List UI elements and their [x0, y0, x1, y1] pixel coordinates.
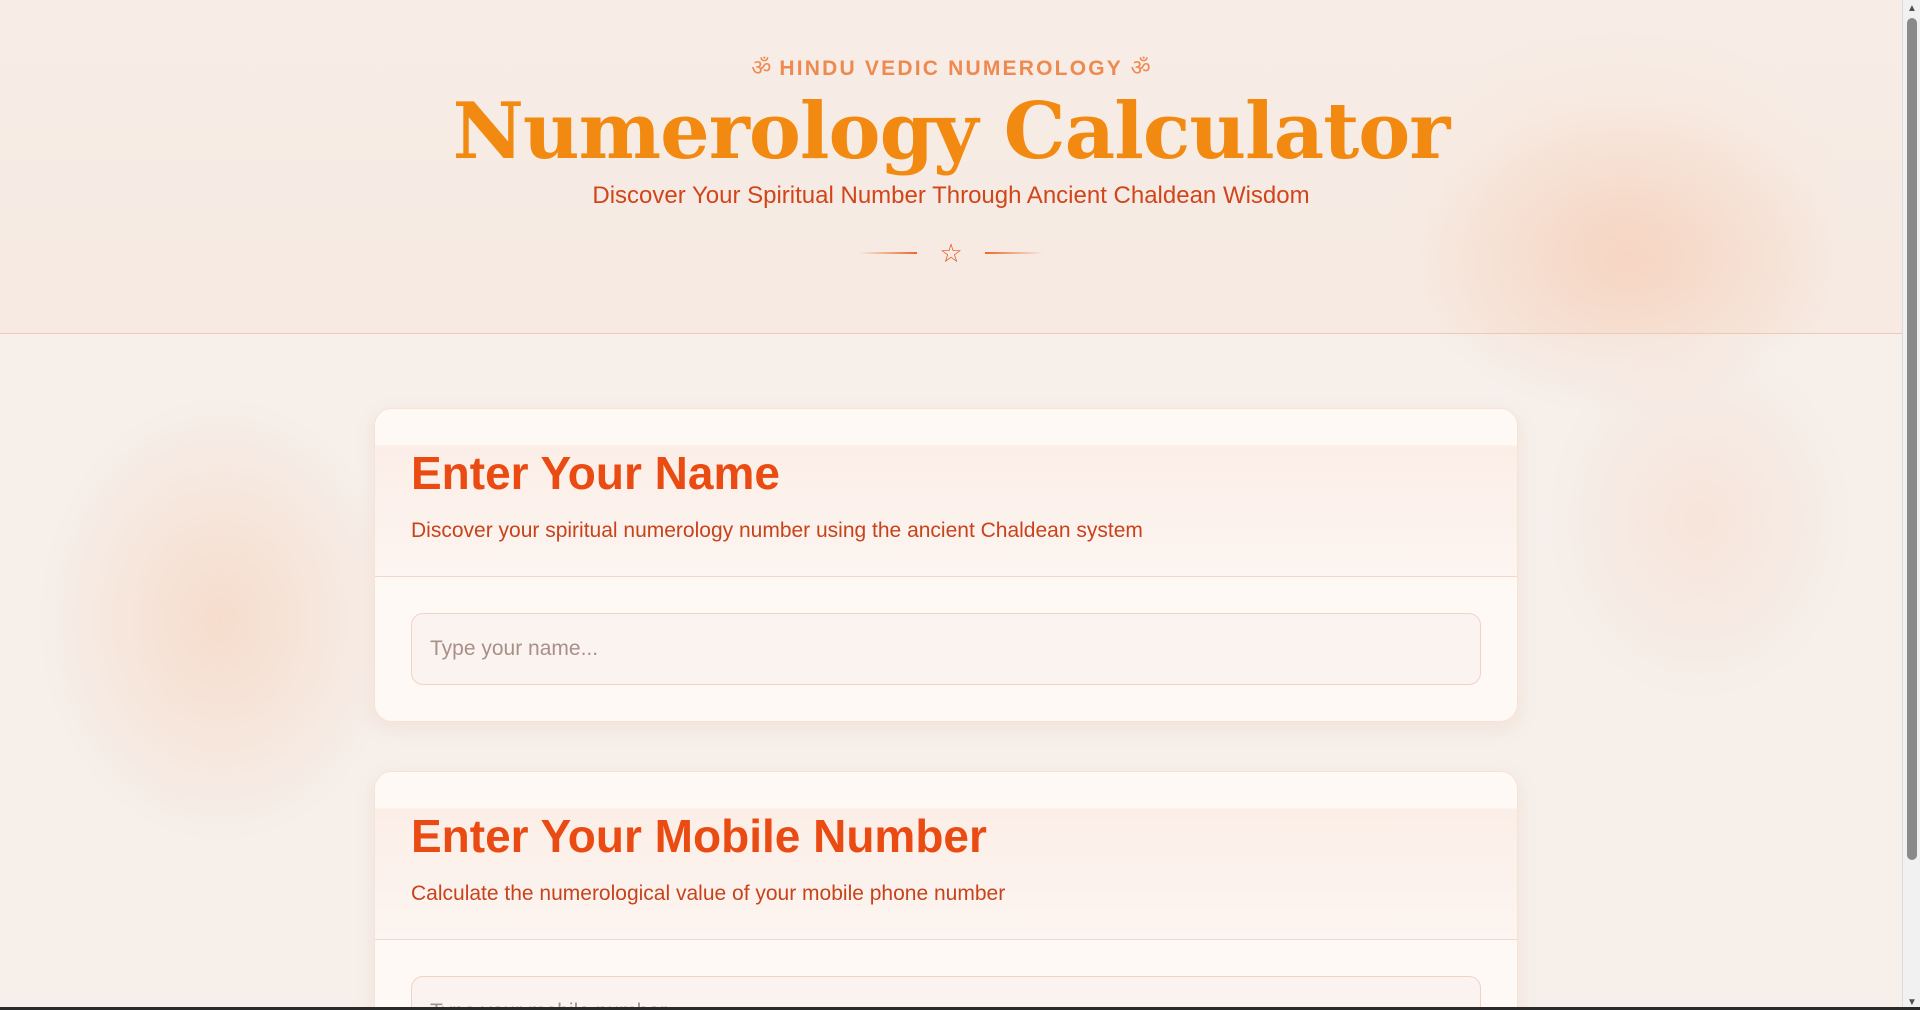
divider-line-left — [859, 252, 917, 254]
scrollbar-thumb[interactable] — [1907, 18, 1917, 860]
name-card-header — [375, 409, 1517, 577]
mobile-card-header — [375, 772, 1517, 940]
name-input[interactable] — [411, 613, 1481, 685]
mobile-card-description: Calculate the numerological value of your mobile phone number — [411, 882, 1006, 906]
hero-eyebrow — [0, 52, 1902, 82]
name-card — [374, 408, 1518, 722]
divider-line-right — [985, 252, 1043, 254]
name-card-description: Discover your spiritual numerology number using the ancient Chaldean system — [411, 519, 1143, 543]
om-symbol-left-icon: ॐ — [751, 55, 772, 80]
mobile-card — [374, 771, 1518, 1010]
scroll-up-arrow-icon[interactable]: ▲ — [1907, 2, 1917, 14]
mobile-number-input[interactable] — [411, 976, 1481, 1010]
star-icon: ☆ — [939, 238, 963, 268]
scroll-down-arrow-icon[interactable]: ▼ — [1907, 996, 1917, 1008]
name-card-title: Enter Your Name — [411, 447, 780, 499]
mobile-card-body — [375, 940, 1517, 1010]
hero-header — [0, 0, 1902, 334]
vertical-scrollbar[interactable] — [1902, 0, 1920, 1010]
page-title: Numerology Calculator — [452, 86, 1450, 177]
eyebrow-text: HINDU VEDIC NUMEROLOGY — [779, 57, 1123, 80]
ornamental-divider — [0, 238, 1902, 268]
mobile-card-title: Enter Your Mobile Number — [411, 810, 987, 862]
page-subtitle: Discover Your Spiritual Number Through Ancient Chaldean Wisdom — [592, 182, 1310, 209]
om-symbol-right-icon: ॐ — [1130, 55, 1151, 80]
name-card-body — [375, 577, 1517, 721]
